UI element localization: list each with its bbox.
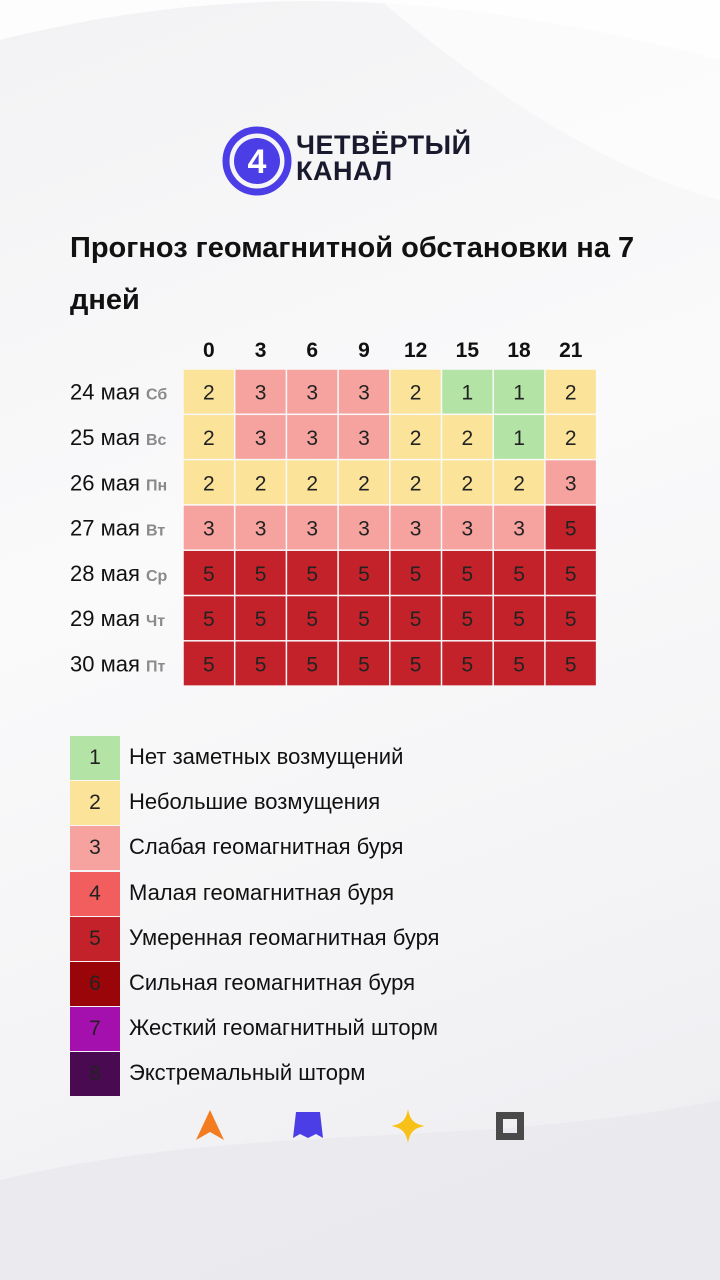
heatmap-cell-value: 1 xyxy=(461,381,474,405)
legend-swatch: 6 xyxy=(70,962,120,1006)
logo-line-2: КАНАЛ xyxy=(296,156,393,186)
legend-swatch: 1 xyxy=(70,736,120,780)
heatmap-cell-value: 5 xyxy=(358,608,370,632)
row-date-label: 26 мая Пн xyxy=(70,470,168,496)
heatmap-cell-value: 2 xyxy=(513,472,525,496)
heatmap-cell-value: 2 xyxy=(409,381,422,405)
row-date-label: 28 мая Ср xyxy=(70,560,168,586)
heatmap-cell-value: 5 xyxy=(564,653,577,677)
heatmap-cell-value: 3 xyxy=(306,426,319,450)
legend xyxy=(70,736,630,1098)
triangle-icon xyxy=(188,1104,232,1148)
footer-icons xyxy=(180,1104,540,1148)
legend-item-2 xyxy=(70,781,630,826)
heatmap-cell-value: 2 xyxy=(306,472,319,496)
heatmap-cell-value: 3 xyxy=(203,517,215,541)
heatmap-cell-value: 5 xyxy=(203,653,215,677)
hour-label-9: 9 xyxy=(358,339,370,362)
heatmap-cell-value: 2 xyxy=(409,472,422,496)
legend-item-3 xyxy=(70,826,630,871)
heatmap-cell-value: 2 xyxy=(358,472,370,496)
legend-swatch: 7 xyxy=(70,1007,120,1051)
legend-label: Умеренная геомагнитная буря xyxy=(129,924,440,950)
row-date-label: 30 мая Пт xyxy=(70,651,166,677)
heatmap-cell-value: 5 xyxy=(564,608,577,632)
heatmap-cell-value: 5 xyxy=(203,608,215,632)
heatmap-cell-value: 3 xyxy=(254,517,267,541)
row-weekday-label: Пн xyxy=(145,477,168,495)
heatmap-cell-value: 2 xyxy=(254,472,267,496)
hour-label-6: 6 xyxy=(306,339,319,362)
heatmap-cell-value: 5 xyxy=(409,653,422,677)
hour-label-21: 21 xyxy=(559,339,583,362)
legend-item-4 xyxy=(70,872,630,917)
heatmap-cell-value: 3 xyxy=(513,517,525,541)
heatmap-cell-value: 5 xyxy=(409,562,422,586)
heatmap-cell-value: 3 xyxy=(358,517,370,541)
heatmap-cell-value: 2 xyxy=(564,381,577,405)
star-icon xyxy=(386,1104,430,1148)
row-date-label: 24 мая Сб xyxy=(70,379,168,405)
heatmap-cell-value: 5 xyxy=(564,562,577,586)
heatmap-cell-value: 3 xyxy=(254,426,267,450)
legend-label: Экстремальный шторм xyxy=(129,1060,366,1086)
svg-text:4: 4 xyxy=(247,143,267,181)
hour-label-15: 15 xyxy=(455,339,480,362)
heatmap-cell-value: 5 xyxy=(306,653,319,677)
heatmap-cell-value: 2 xyxy=(203,472,215,496)
heatmap-cell-value: 5 xyxy=(358,653,370,677)
heatmap-cell-value: 5 xyxy=(306,562,319,586)
legend-swatch: 2 xyxy=(70,781,120,825)
trapezoid-icon xyxy=(286,1104,330,1148)
legend-label: Малая геомагнитная буря xyxy=(129,879,394,905)
hour-label-0: 0 xyxy=(203,339,215,362)
heatmap-cell-value: 2 xyxy=(564,426,577,450)
page-title: Прогноз геомагнитной обстановки на 7 дней xyxy=(70,232,635,316)
heatmap-cell-value: 3 xyxy=(358,381,370,405)
legend-item-8 xyxy=(70,1052,630,1097)
hour-label-18: 18 xyxy=(507,339,531,362)
legend-swatch: 4 xyxy=(70,872,120,916)
heatmap-cell-value: 2 xyxy=(461,426,474,450)
row-date-label: 29 мая Чт xyxy=(70,606,166,632)
legend-label: Сильная геомагнитная буря xyxy=(129,969,415,995)
legend-item-7 xyxy=(70,1007,630,1052)
heatmap-cell-value: 5 xyxy=(513,608,525,632)
legend-swatch: 8 xyxy=(70,1052,120,1096)
hour-label-12: 12 xyxy=(403,339,428,362)
heatmap-cell-value: 5 xyxy=(306,608,319,632)
square-frame-icon xyxy=(488,1104,532,1148)
heatmap-cell-value: 2 xyxy=(203,426,215,450)
hour-label-3: 3 xyxy=(254,339,267,362)
heatmap-cell-value: 3 xyxy=(306,517,319,541)
legend-swatch: 3 xyxy=(70,826,120,870)
heatmap-cell-value: 5 xyxy=(254,653,267,677)
heatmap-cell-value: 3 xyxy=(254,381,267,405)
legend-label: Небольшие возмущения xyxy=(129,789,381,815)
row-weekday-label: Пт xyxy=(145,658,166,676)
heatmap-cell-value: 3 xyxy=(306,381,319,405)
heatmap-cell-value: 5 xyxy=(254,562,267,586)
row-date-label: 27 мая Вт xyxy=(70,515,166,541)
heatmap-cell-value: 3 xyxy=(409,517,422,541)
heatmap-cell-value: 2 xyxy=(461,472,474,496)
row-weekday-label: Сб xyxy=(145,386,168,404)
heatmap-cell-value: 5 xyxy=(409,608,422,632)
row-date-label: 25 мая Вс xyxy=(70,424,167,450)
heatmap-cell-value: 5 xyxy=(461,608,474,632)
legend-label: Нет заметных возмущений xyxy=(129,744,404,769)
heatmap-cell-value: 3 xyxy=(564,472,577,496)
legend-item-5 xyxy=(70,917,630,962)
row-weekday-label: Вт xyxy=(145,522,166,540)
heatmap-cell-value: 3 xyxy=(358,426,370,450)
row-weekday-label: Вс xyxy=(145,431,167,449)
heatmap-cell-value: 1 xyxy=(513,426,525,450)
heatmap-cell-value: 2 xyxy=(203,381,215,405)
heatmap-cell-value: 5 xyxy=(254,608,267,632)
heatmap-cell-value: 5 xyxy=(203,562,215,586)
heatmap-cell-value: 5 xyxy=(358,562,370,586)
legend-swatch: 5 xyxy=(70,917,120,961)
heatmap-cell-value: 1 xyxy=(513,381,525,405)
legend-item-1 xyxy=(70,736,630,781)
heatmap-cell-value: 5 xyxy=(513,653,525,677)
legend-label: Жесткий геомагнитный шторм xyxy=(129,1015,439,1041)
row-weekday-label: Чт xyxy=(145,613,166,631)
heatmap-cell-value: 3 xyxy=(461,517,474,541)
heatmap-cell-value: 5 xyxy=(564,517,577,541)
legend-item-6 xyxy=(70,962,630,1007)
heatmap-cell-value: 5 xyxy=(461,562,474,586)
logo-line-1: ЧЕТВЁРТЫЙ xyxy=(296,130,472,160)
legend-label: Слабая геомагнитная буря xyxy=(129,834,404,860)
row-weekday-label: Ср xyxy=(145,567,168,585)
heatmap-cell-value: 2 xyxy=(409,426,422,450)
heatmap-cell-value: 5 xyxy=(513,562,525,586)
heatmap-cell-value: 5 xyxy=(461,653,474,677)
